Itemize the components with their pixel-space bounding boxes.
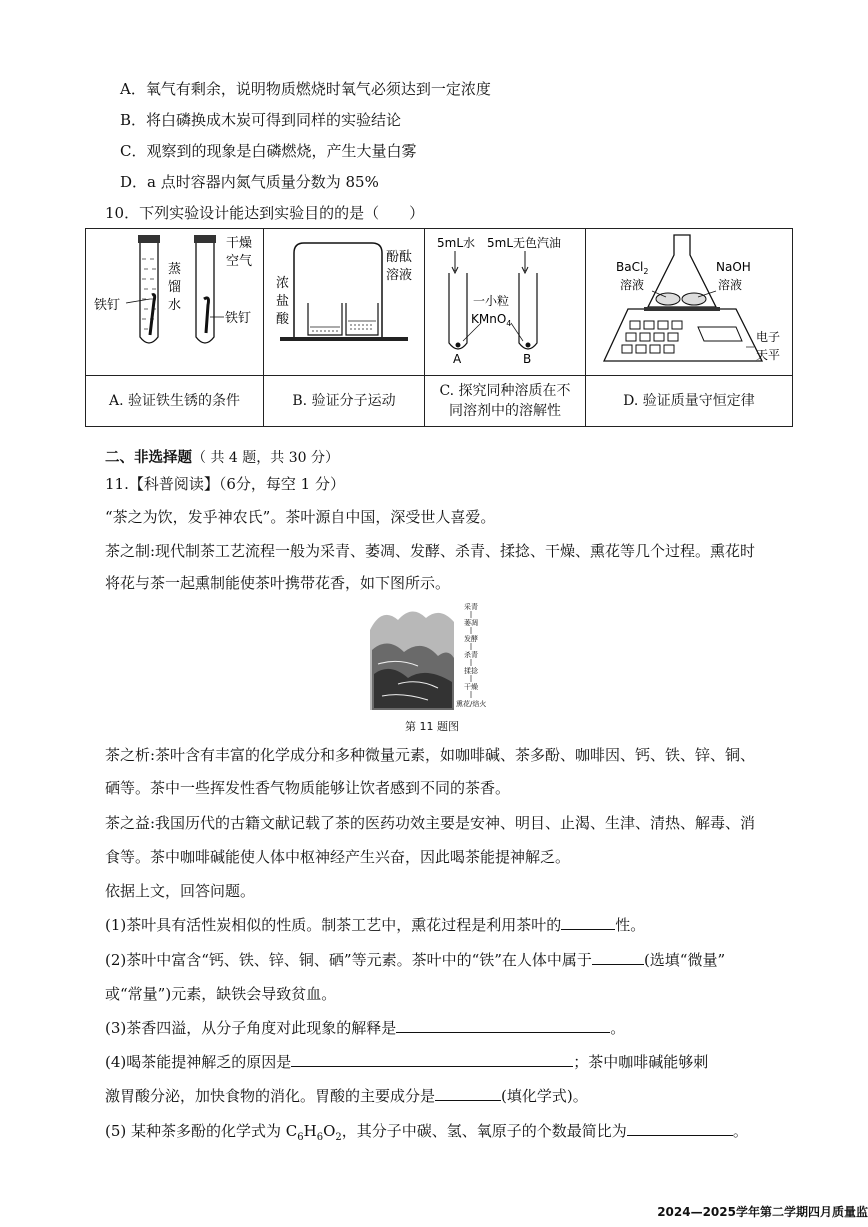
figure-c-cell — [425, 229, 586, 376]
label-balance: 天平 — [756, 348, 781, 362]
page-footer: 2024—2025学年第二学期四月质量监 — [657, 1205, 868, 1219]
label-iron-nail-1: 铁钉 — [94, 298, 121, 313]
label-iron-nail-2: 铁钉 — [225, 311, 252, 326]
figure-d-cell — [586, 229, 793, 376]
label-solution-b: 溶液 — [386, 268, 413, 283]
q11-heading: 11.【科普阅读】（6分，每空 1 分） — [105, 475, 345, 493]
label-conc-hcl-3: 酸 — [276, 312, 290, 327]
sub-question-4: (4)喝茶能提神解乏的原因是 ；茶中咖啡碱能够刺 — [105, 1053, 709, 1071]
answer-blank-4b[interactable] — [435, 1086, 501, 1101]
iron-rust-figure — [86, 229, 263, 371]
q9-option-a: A．氧气有剩余，说明物质燃烧时氧气必须达到一定浓度 — [120, 80, 491, 98]
tea-landscape-image — [368, 600, 500, 712]
label-naoh: NaOH — [716, 260, 751, 274]
solubility-figure — [425, 229, 585, 371]
step-2: 萎凋 — [464, 619, 478, 627]
q11-paragraph-2a: 茶之制:现代制茶工艺流程一般为采青、萎凋、发酵、杀青、揉捻、干燥、熏花等几个过程。熏花时 — [105, 542, 756, 560]
step-4: 杀青 — [464, 651, 478, 659]
mass-conservation-figure — [586, 229, 792, 371]
molecule-motion-figure — [264, 229, 424, 371]
caption-c: C. 探究同种溶质在不 同溶剂中的溶解性 — [425, 376, 586, 427]
label-electronic: 电子 — [756, 330, 781, 344]
label-solution-d2: 溶液 — [718, 278, 743, 292]
q11-paragraph-2b: 将花与茶一起熏制能使茶叶携带花香，如下图所示。 — [105, 574, 451, 592]
figure-caption: 第 11 题图 — [405, 720, 459, 733]
q9-option-d: D．a 点时容器内氮气质量分数为 85% — [120, 173, 379, 191]
tea-process-figure — [368, 600, 500, 712]
label-distilled-2: 馏 — [168, 280, 182, 295]
step-3: 发酵 — [464, 635, 478, 643]
sub-question-4-cont: 激胃酸分泌，加快食物的消化。胃酸的主要成分是 (填化学式)。 — [105, 1087, 588, 1105]
label-distilled-1: 蒸 — [168, 262, 182, 277]
label-distilled-3: 水 — [168, 298, 182, 313]
caption-a: A. 验证铁生锈的条件 — [86, 376, 264, 427]
q11-paragraph-3a: 茶之析:茶叶含有丰富的化学成分和多种微量元素，如咖啡碱、茶多酚、咖啡因、钙、铁、锌、铜、 — [105, 746, 756, 764]
figure-a-cell — [86, 229, 264, 376]
label-dry-1: 干燥 — [226, 236, 253, 251]
answer-blank-4a[interactable] — [291, 1052, 573, 1067]
step-7: 熏花/焙火 — [456, 700, 487, 708]
label-tube-b: B — [523, 352, 532, 366]
sub-question-2: (2)茶叶中富含“钙、铁、锌、铜、硒”等元素。茶叶中的“铁”在人体中属于 (选填“微量” — [105, 951, 726, 969]
sub-question-2-cont: 或“常量”)元素，缺铁会导致贫血。 — [105, 985, 337, 1003]
section-2-heading: 二、非选择题（ 共 4 题，共 30 分） — [105, 450, 339, 466]
answer-blank-1[interactable] — [561, 915, 615, 930]
q11-paragraph-4a: 茶之益:我国历代的古籍文献记载了茶的医药功效主要是安神、明目、止渴、生津、清热、解毒、消 — [105, 814, 756, 832]
answer-blank-5[interactable] — [627, 1121, 733, 1136]
answer-blank-2[interactable] — [592, 950, 644, 965]
q11-paragraph-4b: 食等。茶中咖啡碱能使人体中枢神经产生兴奋，因此喝茶能提神解乏。 — [105, 848, 571, 866]
q11-paragraph-3b: 硒等。茶中一些挥发性香气物质能够让饮者感到不同的茶香。 — [105, 779, 511, 797]
q10-experiment-table — [85, 228, 793, 427]
label-5ml-gasoline: 5mL无色汽油 — [487, 236, 562, 250]
q9-option-c: C．观察到的现象是白磷燃烧，产生大量白雾 — [120, 142, 417, 160]
label-small-grain: 一小粒 — [473, 294, 510, 308]
sub-question-1: (1)茶叶具有活性炭相似的性质。制茶工艺中，熏花过程是利用茶叶的 性。 — [105, 916, 646, 934]
label-tube-a: A — [453, 352, 462, 366]
label-dry-air: 空气 — [226, 254, 253, 269]
label-phenolphthalein: 酚酞 — [386, 250, 413, 265]
q10-stem: 10．下列实验设计能达到实验目的的是（ ） — [105, 204, 425, 222]
label-kmno4: KMnO$_4$ — [471, 312, 512, 328]
step-6: 干燥 — [464, 683, 478, 691]
q11-instruction: 依据上文，回答问题。 — [105, 882, 256, 900]
step-5: 揉捻 — [464, 667, 478, 675]
sub-question-5: (5) 某种茶多酚的化学式为 $C_6H_6O_2$，其分子中碳、氢、氧原子的个数最简比为 。 — [105, 1122, 748, 1143]
label-bacl2: BaCl$_2$ — [616, 260, 649, 276]
figure-b-cell — [264, 229, 425, 376]
q9-option-b: B．将白磷换成木炭可得到同样的实验结论 — [120, 111, 402, 129]
label-5ml-water: 5mL水 — [437, 236, 476, 250]
answer-blank-3[interactable] — [396, 1018, 610, 1033]
sub-question-3: (3)茶香四溢，从分子角度对此现象的解释是 。 — [105, 1019, 626, 1037]
caption-d: D. 验证质量守恒定律 — [586, 376, 793, 427]
q11-paragraph-1: “茶之为饮，发乎神农氏”。茶叶源自中国，深受世人喜爱。 — [105, 508, 496, 526]
label-conc-hcl-2: 盐 — [276, 294, 290, 309]
label-conc-hcl-1: 浓 — [276, 276, 290, 291]
label-solution-d1: 溶液 — [620, 278, 645, 292]
step-1: 采青 — [464, 603, 478, 611]
caption-b: B. 验证分子运动 — [264, 376, 425, 427]
